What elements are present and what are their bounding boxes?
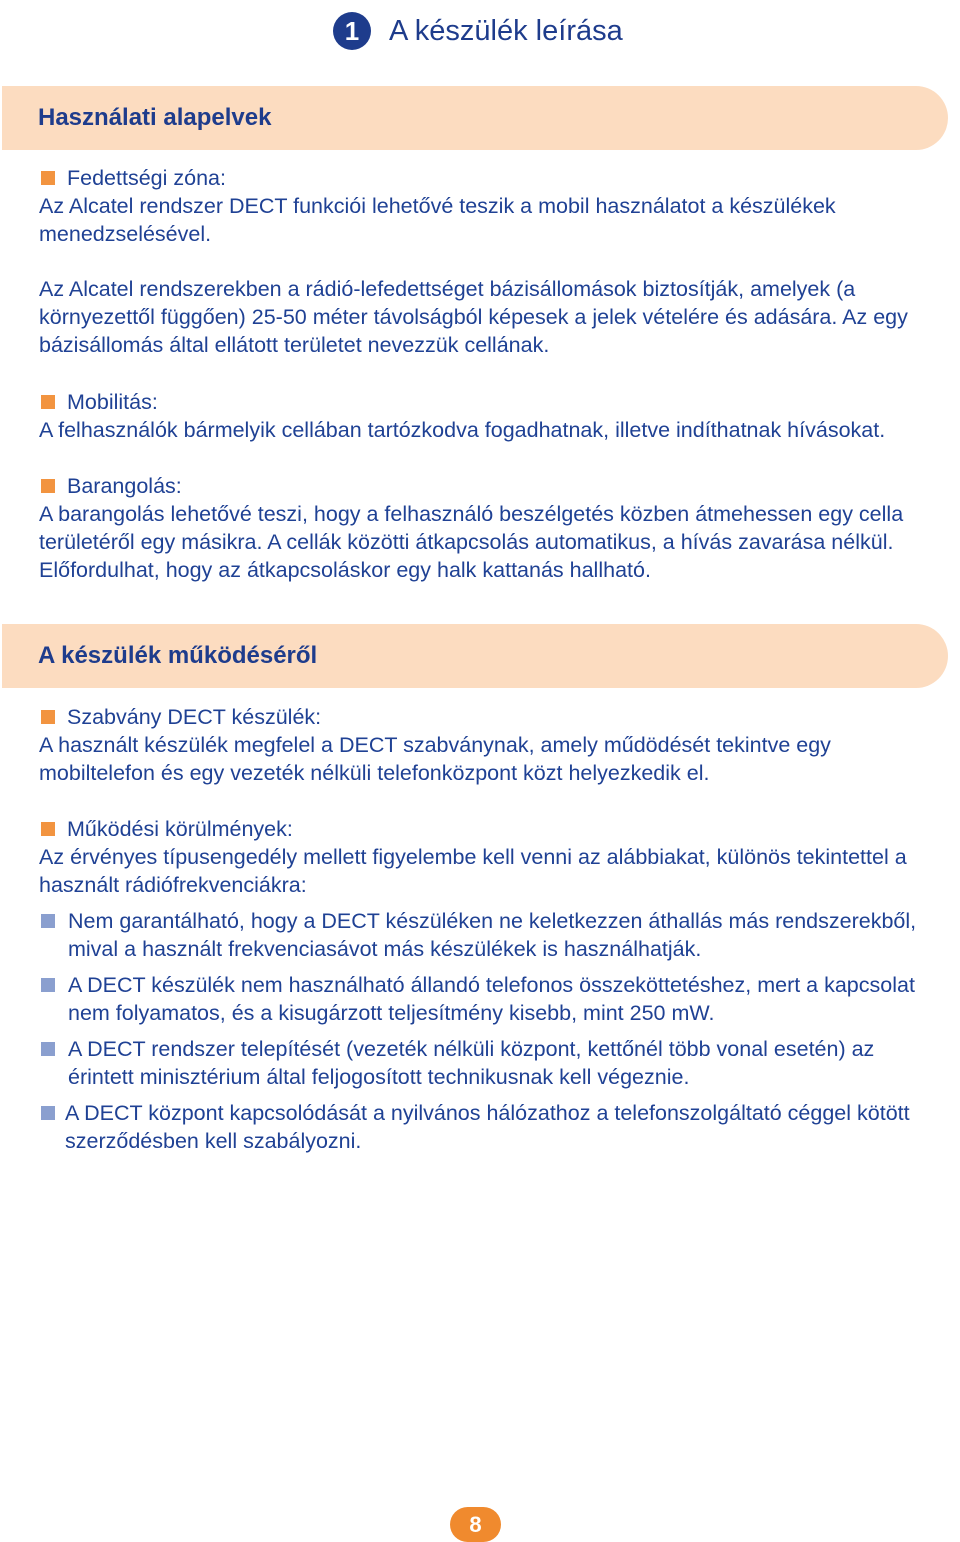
section-band-operation — [2, 624, 948, 688]
page-number-badge: 8 — [450, 1507, 501, 1542]
paragraph: A felhasználók bármelyik cellában tartózkodva fogadhatnak, illetve indíthatnak hívásokat. — [39, 418, 886, 442]
orange-square-bullet-icon — [41, 395, 55, 409]
orange-square-bullet-icon — [41, 822, 55, 836]
list-item: Nem garantálható, hogy a DECT készüléken ne keletkezzen áthallás más rendszerekből, mival a használt frekvenciasávot más készülékek is használhatják. — [39, 907, 934, 963]
paragraph: Az Alcatel rendszer DECT funkciói lehetővé teszik a mobil használatot a készülékek menedzselésével. — [39, 194, 836, 246]
item-heading: Mobilitás: — [39, 388, 934, 416]
item-heading: Barangolás: — [39, 472, 934, 500]
item-heading: Szabvány DECT készülék: — [39, 703, 934, 731]
item-mobility — [39, 388, 934, 444]
item-roaming — [39, 472, 934, 584]
paragraph: A használt készülék megfelel a DECT szabványnak, amely műdödését tekintve egy mobiltelefon és egy vezeték nélküli telefonközpont közt helyezkedik el. — [39, 733, 831, 785]
blue-square-bullet-icon — [41, 914, 55, 928]
paragraph: Az érvényes típusengedély mellett figyelembe kell venni az alábbiakat, különös tekintettel a használt rádiófrekvenciákra: — [39, 845, 907, 897]
chapter-number-badge: 1 — [333, 12, 371, 50]
section-title: Használati alapelvek — [38, 104, 272, 131]
item-heading: Működési körülmények: — [39, 815, 934, 843]
orange-square-bullet-icon — [41, 171, 55, 185]
paragraph: A barangolás lehetővé teszi, hogy a felhasználó beszélgetés közben átmehessen egy cella területéről egy másikra. A cellák közötti átkapcsolás automatikus, a hívás zavarása nélkül. Előfordulhat, hogy az átkapcsoláskor egy halk kattanás hallható. — [39, 502, 904, 582]
list-item: A DECT központ kapcsolódását a nyilvános hálózathoz a telefonszolgáltató céggel kötött szerződésben kell szabályozni. — [39, 1099, 934, 1155]
blue-square-bullet-icon — [41, 1106, 55, 1120]
paragraph: Az Alcatel rendszerekben a rádió-lefedettséget bázisállomások biztosítják, amelyek (a környezettől függően) 25-50 méter távolságból képesek a jelek vételére és adására. Az egy bázisállomás által ellátott területet nevezzük cellának. — [39, 277, 908, 357]
list-item: A DECT készülék nem használható állandó telefonos összeköttetéshez, mert a kapcsolat nem folyamatos, és a kisugárzott teljesítmény kisebb, mint 250 mW. — [39, 971, 934, 1027]
orange-square-bullet-icon — [41, 710, 55, 724]
list-item: A DECT rendszer telepítését (vezeték nélküli központ, kettőnél több vonal esetén) az érintett minisztérium által feljogosított technikusnak kell végeznie. — [39, 1035, 934, 1091]
blue-square-bullet-icon — [41, 978, 55, 992]
item-coverage-zone — [39, 164, 934, 359]
blue-square-bullet-icon — [41, 1042, 55, 1056]
orange-square-bullet-icon — [41, 479, 55, 493]
chapter-header — [333, 12, 623, 50]
item-heading: Fedettségi zóna: — [39, 164, 934, 192]
page-title: A készülék leírása — [389, 14, 623, 47]
section-band-principles — [2, 86, 948, 150]
item-operating-conditions — [39, 815, 934, 1155]
item-standard-dect — [39, 703, 934, 787]
section-title: A készülék működéséről — [38, 642, 318, 669]
